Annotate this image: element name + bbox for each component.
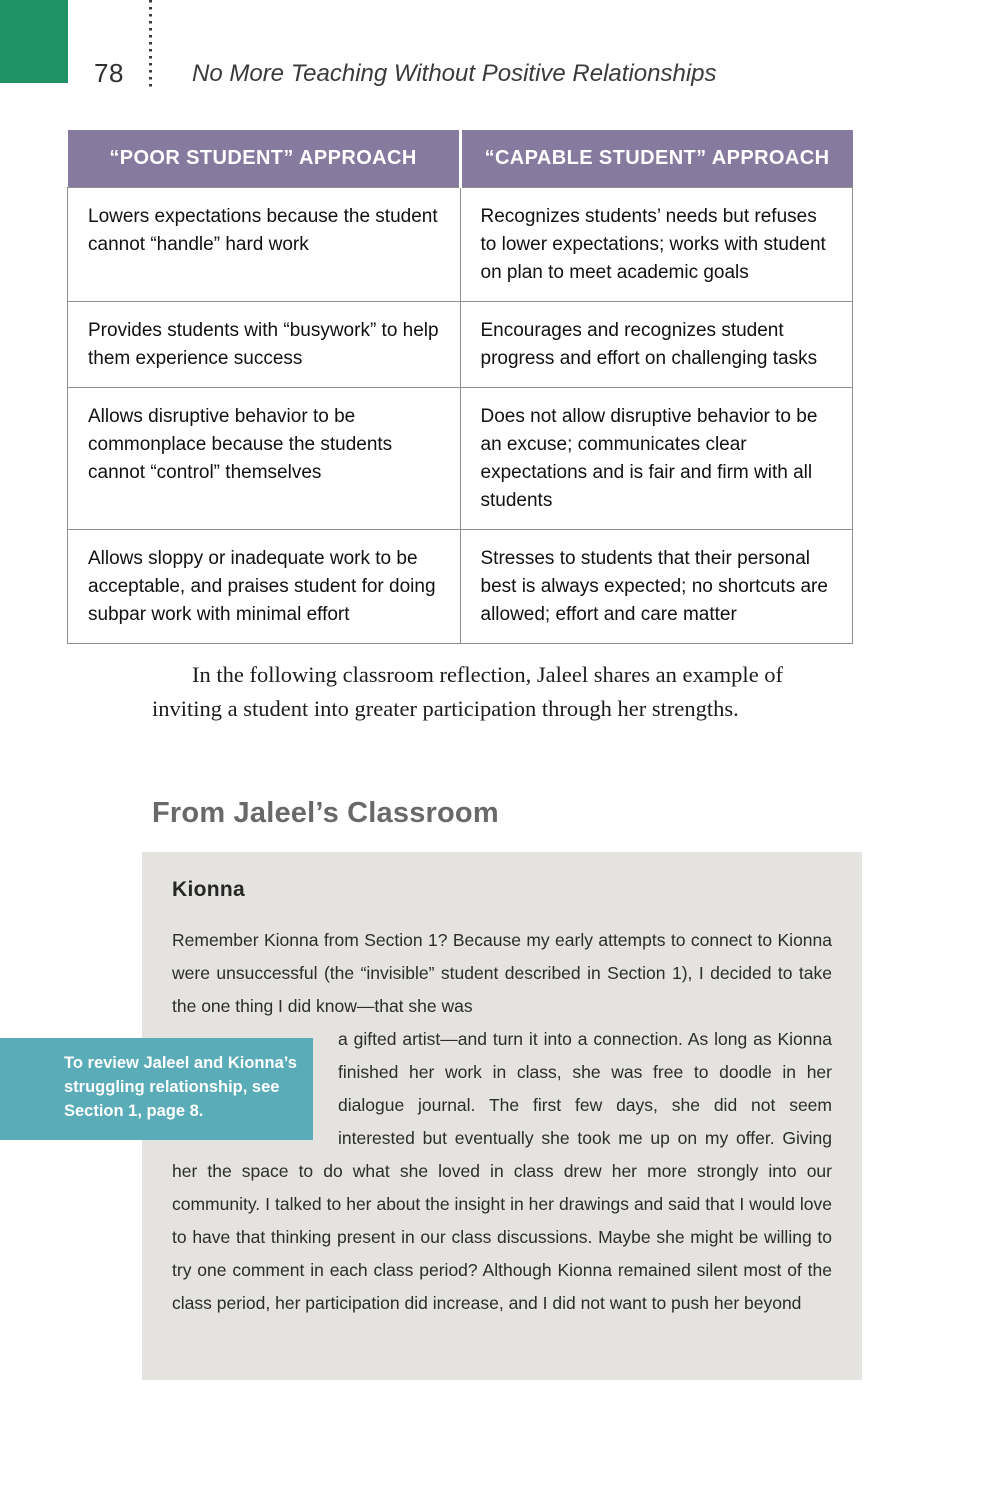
table-row xyxy=(68,388,853,530)
callout-line-3: Section 1, page 8. xyxy=(64,1102,204,1120)
reflection-text-part1: Remember Kionna from Section 1? Because my early attempts to connect to Kionna were unsuccessful (the “invisible” student described in Section 1), I decided to take the one thing I did know—that she was xyxy=(172,930,832,1016)
approach-comparison-table xyxy=(67,130,853,644)
header-dotted-divider xyxy=(149,0,152,89)
table-cell-capable-3: Does not allow disruptive behavior to be an excuse; communicates clear expectations and is fair and firm with all students xyxy=(460,388,853,530)
callout-line-2: struggling relationship, see xyxy=(64,1078,280,1096)
table-header-poor-student: “POOR STUDENT” APPROACH xyxy=(68,130,461,188)
table-header-row xyxy=(68,130,853,188)
reflection-title: Kionna xyxy=(172,878,245,901)
table-cell-capable-4: Stresses to students that their personal best is always expected; no shortcuts are allowed; effort and care matter xyxy=(460,530,853,644)
reflection-text-part2: a gifted artist—and turn it into a connection. As long as Kionna finished her work in class, she was free to doodle in her dialogue journal. The first few days, she did not seem interested but eventually she took me up on my offer. Giving her the space to do what she loved in class drew her more strongly into our community. I talked to her about the insight in her drawings and said that I would love to have that thinking present in our class discussions. Maybe she might be willing to try one comment in each class period? Although Kionna remained silent most of the class period, her participation did increase, and I did not want to push her beyond xyxy=(172,1029,832,1313)
table-row xyxy=(68,530,853,644)
margin-callout xyxy=(0,1038,313,1140)
section-heading: From Jaleel’s Classroom xyxy=(152,797,499,829)
table-cell-poor-2: Provides students with “busywork” to help them experience success xyxy=(68,302,461,388)
corner-accent-block xyxy=(0,0,68,83)
table-cell-capable-1: Recognizes students’ needs but refuses to lower expectations; works with student on plan to meet academic goals xyxy=(460,188,853,302)
running-head: No More Teaching Without Positive Relationships xyxy=(192,60,717,87)
table-cell-poor-4: Allows sloppy or inadequate work to be acceptable, and praises student for doing subpar work with minimal effort xyxy=(68,530,461,644)
callout-line-1: To review Jaleel and Kionna’s xyxy=(64,1054,297,1072)
table-row xyxy=(68,188,853,302)
page-number: 78 xyxy=(94,58,124,88)
table-header-capable-student: “CAPABLE STUDENT” APPROACH xyxy=(460,130,853,188)
table-cell-poor-3: Allows disruptive behavior to be commonplace because the students cannot “control” themselves xyxy=(68,388,461,530)
table-cell-capable-2: Encourages and recognizes student progress and effort on challenging tasks xyxy=(460,302,853,388)
table-row xyxy=(68,302,853,388)
table-cell-poor-1: Lowers expectations because the student cannot “handle” hard work xyxy=(68,188,461,302)
intro-paragraph: In the following classroom reflection, Jaleel shares an example of inviting a student into greater participation through her strengths. xyxy=(152,662,784,721)
